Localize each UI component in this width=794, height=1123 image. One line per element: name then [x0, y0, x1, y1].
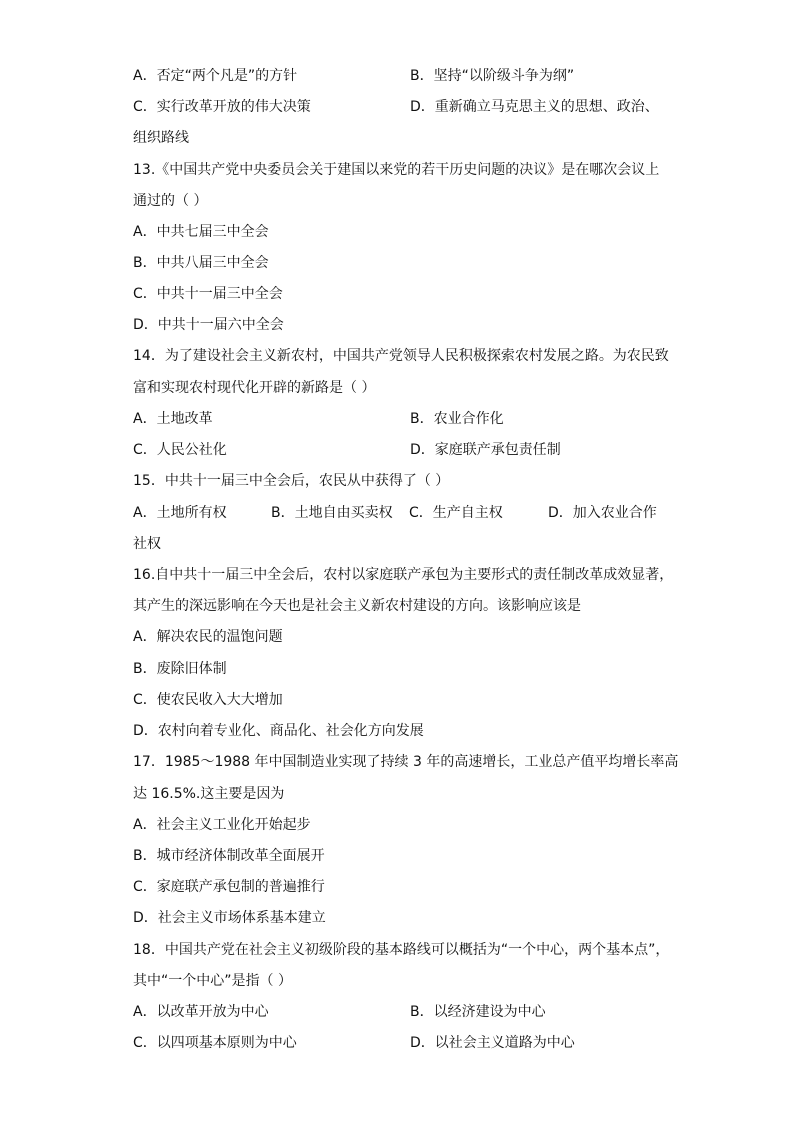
- q15-stem: 15．中共十一届三中全会后，农民从中获得了（ ）: [133, 473, 450, 489]
- q12-option-b: B．坚持“以阶级斗争为纲”: [410, 68, 575, 84]
- q14-option-b: B．农业合作化: [410, 411, 504, 427]
- q15-option-b: B．土地自由买卖权: [271, 505, 393, 521]
- q13-option-c: C．中共十一届三中全会: [133, 286, 283, 302]
- q15-option-d: D．加入农业合作: [548, 505, 657, 521]
- q17-option-b: B．城市经济体制改革全面展开: [133, 848, 325, 864]
- q17-option-c: C．家庭联产承包制的普遍推行: [133, 879, 325, 895]
- q18-option-d: D．以社会主义道路为中心: [410, 1035, 575, 1051]
- q18-stem: 18．中国共产党在社会主义初级阶段的基本路线可以概括为“一个中心，两个基本点”，: [133, 942, 670, 958]
- q16-stem-continued: 其产生的深远影响在今天也是社会主义新农村建设的方向。该影响应该是: [133, 598, 581, 614]
- q12-option-c: C．实行改革开放的伟大决策: [133, 99, 311, 115]
- q14-option-c: C．人民公社化: [133, 442, 227, 458]
- q17-option-d: D．社会主义市场体系基本建立: [133, 910, 326, 926]
- q16-option-c: C．使农民收入大大增加: [133, 692, 283, 708]
- q12-option-d: D．重新确立马克思主义的思想、政治、: [410, 99, 659, 115]
- q17-stem-continued: 达 16.5%.这主要是因为: [133, 786, 285, 802]
- q14-option-d: D．家庭联产承包责任制: [410, 442, 561, 458]
- q18-option-b: B．以经济建设为中心: [410, 1004, 546, 1020]
- q17-option-a: A．社会主义工业化开始起步: [133, 817, 311, 833]
- q16-option-a: A．解决农民的温饱问题: [133, 629, 283, 645]
- q12-option-d-continued: 组织路线: [133, 130, 189, 146]
- q18-option-a: A．以改革开放为中心: [133, 1004, 269, 1020]
- q12-option-a: A．否定“两个凡是”的方针: [133, 68, 298, 84]
- q14-option-a: A．土地改革: [133, 411, 213, 427]
- q16-stem: 16.自中共十一届三中全会后，农村以家庭联产承包为主要形式的责任制改革成效显著，: [133, 567, 674, 583]
- q13-option-b: B．中共八届三中全会: [133, 255, 269, 271]
- q15-option-d-continued: 社权: [133, 536, 161, 552]
- q18-stem-continued: 其中“一个中心”是指（ ）: [133, 973, 292, 989]
- q14-stem: 14．为了建设社会主义新农村，中国共产党领导人民积极探索农村发展之路。为农民致: [133, 348, 669, 364]
- q13-option-a: A．中共七届三中全会: [133, 224, 269, 240]
- q13-stem-continued: 通过的（ ）: [133, 193, 208, 209]
- q16-option-d: D．农村向着专业化、商品化、社会化方向发展: [133, 723, 424, 739]
- q15-option-a: A．土地所有权: [133, 505, 227, 521]
- q16-option-b: B．废除旧体制: [133, 661, 227, 677]
- q15-option-c: C．生产自主权: [409, 505, 503, 521]
- q14-stem-continued: 富和实现农村现代化开辟的新路是（ ）: [133, 380, 376, 396]
- q13-option-d: D．中共十一届六中全会: [133, 317, 284, 333]
- q18-option-c: C．以四项基本原则为中心: [133, 1035, 297, 1051]
- q17-stem: 17．1985～1988 年中国制造业实现了持续 3 年的高速增长，工业总产值平均增长率高: [133, 754, 679, 770]
- q13-stem: 13.《中国共产党中央委员会关于建国以来党的若干历史问题的决议》是在哪次会议上: [133, 162, 660, 178]
